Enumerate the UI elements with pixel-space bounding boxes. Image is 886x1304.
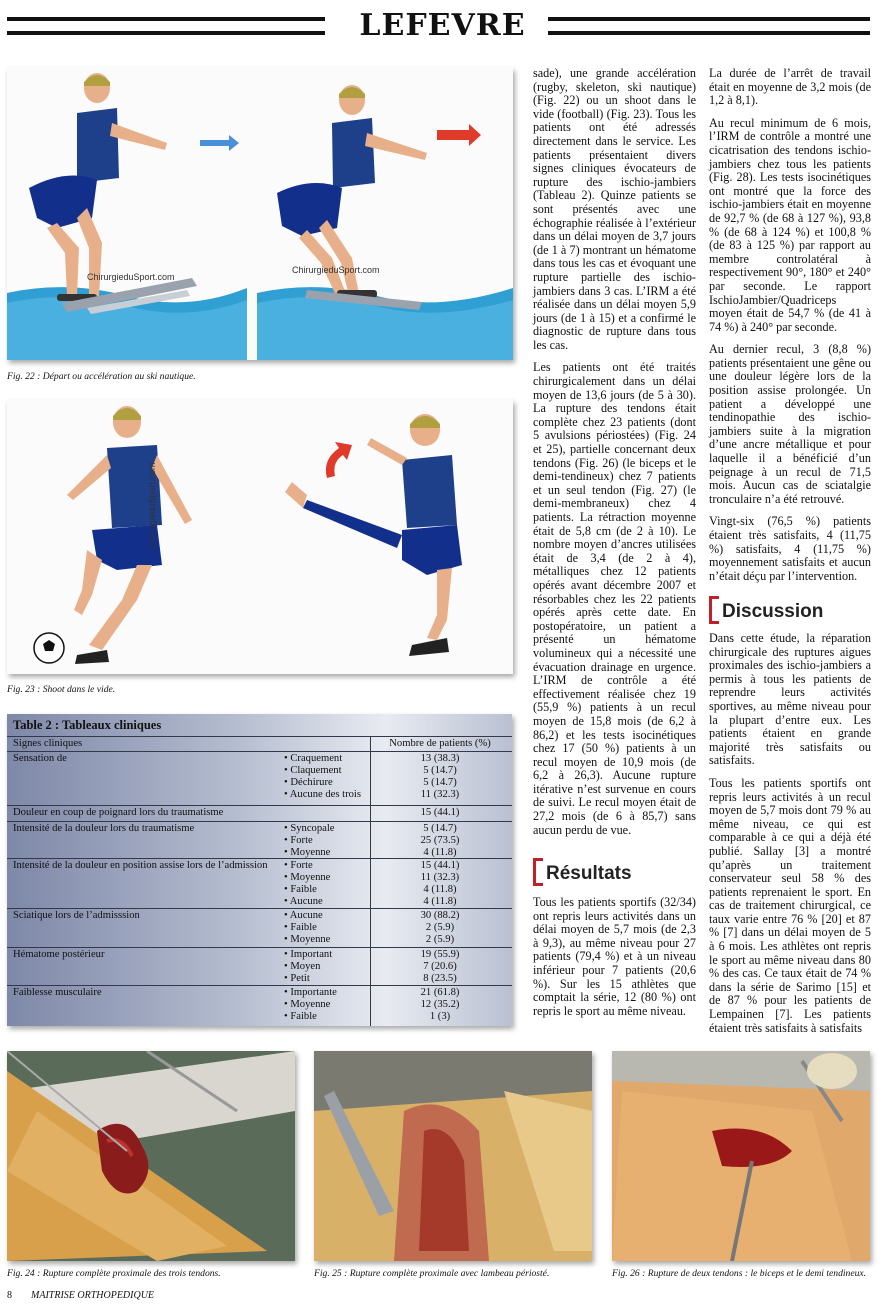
row-label: Intensité de la douleur en position assise lors de l’admission bbox=[13, 860, 268, 871]
paragraph: La durée de l’arrêt de travail était en moyenne de 3,2 mois (de 1,2 à 8,1). bbox=[709, 66, 871, 108]
figure-22 bbox=[7, 68, 513, 360]
table-row bbox=[7, 751, 512, 801]
row-subs: • Craquement • Claquement • Déchirure • Aucune des trois bbox=[284, 753, 361, 800]
row-label: Hématome postérieur bbox=[13, 949, 105, 960]
row-label: Sciatique lors de l’admisssion bbox=[13, 910, 140, 921]
text-column-right-discussion bbox=[709, 632, 871, 1044]
paragraph: Tous les patients sportifs (32/34) ont repris leurs activités dans un délai moyen de 5,7 mois (de 2,3 à 9,3), au même niveau pour 27 patients (79,4 %) et à un niveau inférieur pour 7 patients (20,6 %). Sur les 15 athlètes que comptait la série, 12 (80 %) ont repris le sport au même niveau. bbox=[533, 895, 696, 1018]
header-rule-right-thin bbox=[548, 31, 870, 35]
row-values: 15 (44.1) 11 (32.3) 4 (11.8) 4 (11.8) bbox=[420, 860, 460, 907]
svg-text:ChirurgieduSport.com: ChirurgieduSport.com bbox=[147, 462, 157, 550]
row-values: 21 (61.8) 12 (35.2) 1 (3) bbox=[420, 987, 460, 1022]
caption-fig23: Fig. 23 : Shoot dans le vide. bbox=[7, 684, 116, 695]
table-2 bbox=[7, 714, 512, 1026]
svg-text:ChirurgieduSport.com: ChirurgieduSport.com bbox=[292, 265, 380, 275]
paragraph: Au dernier recul, 3 (8,8 %) patients présentaient une gêne ou une douleur légère lors de la position assise prolongée. Un patient a développé une tendinopathie des ischio-jambiers suite à la migration d’une ancre métallique et pour laquelle il a bénéficié d’un peignage à un recul de 71,5 mois. Aucun cas de sciatalgie tronculaire n’a été retrouvé. bbox=[709, 342, 871, 506]
table-col2: Nombre de patients (%) bbox=[389, 738, 491, 749]
table-row bbox=[7, 805, 512, 821]
header-rule-left bbox=[7, 17, 325, 21]
heading-resultats: Résultats bbox=[533, 860, 632, 888]
heading-discussion: Discussion bbox=[709, 598, 823, 626]
row-values: 19 (55.9) 7 (20.6) 8 (23.5) bbox=[420, 949, 460, 984]
water-ski-illustration bbox=[7, 68, 513, 360]
row-label: Intensité de la douleur lors du traumatisme bbox=[13, 823, 195, 834]
table-row bbox=[7, 985, 512, 1026]
paragraph: Tous les patients sportifs ont repris leurs activités à un recul moyen de 5,7 mois dont 79 % au même niveau, ce qui est comparable à ce qui a déjà été publié. Sallay [3] a montré qu’après un traitement conservateur seul 58 % des patients reprenaient le sport. En cas de traitement chirurgical, ce taux varie entre 76 % [20] et 87 % [7] dans un délai moyen de 5 à 6 mois. Les athlètes ont repris le sport au même niveau dans 80 % des cas. Ce taux était de 74 % dans la série de Sarimo [15] et de 87 % pour les patients de Lempainen [7]. Les patients étaient très satisfaits à satisfaits bbox=[709, 775, 871, 1035]
text-column-right bbox=[709, 67, 871, 592]
text-column-middle-results bbox=[533, 896, 696, 1027]
row-values: 15 (44.1) bbox=[420, 807, 460, 818]
table-header-row bbox=[7, 736, 512, 751]
header-rule-right bbox=[548, 17, 870, 21]
table-col1: Signes cliniques bbox=[13, 738, 83, 749]
row-label: Faiblesse musculaire bbox=[13, 987, 102, 998]
paragraph: sade), une grande accélération (rugby, skeleton, ski nautique) (Fig. 22) ou un shoot dans le vide (football) (Fig. 23). Tous les patients ont été adressés directement dans le service. Les patients présentaient divers signes cliniques évocateurs de rupture des ischio-jambiers (Tableau 2). Quinze patients se sont présentés avec une échographie réalisée à l’extérieur dans un délai moyen de 3,7 jours (de 1 à 7) montrant un hématome dans tous les cas et évoquant une rupture partielle des ischio-jambiers dans 3 cas. L’IRM a été réalisée dans un délai moyen 5,9 jours (de 1 à 15) et a confirmé le diagnostic de rupture dans tous les cas. bbox=[533, 66, 696, 352]
row-subs: • Aucune • Faible • Moyenne bbox=[284, 910, 331, 945]
paragraph: Les patients ont été traités chirurgicalement dans un délai moyen de 13,6 jours (de 5 à 30). La rupture des tendons était complète chez 23 patients (dont 5 avulsions périostées) (Fig. 24 et 25), partielle concernant deux tendons (Fig. 26) (le biceps et le demi-tendineux) chez 7 patients et un seul tendon (Fig. 27) (le demi-membraneux) chez 4 patients. La rétraction moyenne était de 5,8 cm (de 2 à 10). Le nombre moyen d’ancres utilisées était de 3,4 (de 2 à 4), métalliques chez 12 patients opérés avant décembre 2007 et résorbables chez les 22 patients opérés après cette date. En postopératoire, un patient a présenté un hématome volumineux qui a nécessité une évacuation drainage en urgence. L’IRM de contrôle a été effectivement réalisée chez 19 (55,9 %) patients à un recul moyen de 15,8 mois (de 6,2 à 86,2) et les tests isocinétiques chez 17 (50 %) patients à un recul moyen de 10,9 mois (de 6,2 à 26,3). Aucune rupture itérative n’est survenue en cours de suivi. Le recul moyen était de 27,2 mois (de 6 à 85,7) sans aucun perdu de vue. bbox=[533, 360, 696, 837]
football-illustration bbox=[7, 400, 513, 674]
row-subs: • Importante • Moyenne • Faible bbox=[284, 987, 337, 1022]
row-label: Douleur en coup de poignard lors du traumatisme bbox=[13, 807, 224, 818]
figure-24-photo bbox=[7, 1051, 295, 1261]
header-brand: LEFEVRE bbox=[359, 8, 526, 43]
table-row bbox=[7, 908, 512, 946]
figure-25-photo bbox=[314, 1051, 592, 1261]
page-number: 8 bbox=[7, 1290, 12, 1301]
caption-fig22: Fig. 22 : Départ ou accélération au ski nautique. bbox=[7, 371, 196, 382]
row-subs: • Important • Moyen • Petit bbox=[284, 949, 333, 984]
journal-name: MAITRISE ORTHOPEDIQUE bbox=[31, 1290, 155, 1301]
row-label: Sensation de bbox=[13, 753, 67, 764]
table-row bbox=[7, 858, 512, 908]
paragraph: Dans cette étude, la réparation chirurgicale des ruptures aigues proximales des ischio-jambiers a permis à tous les patients de reprendre leurs activités sportives, au même niveau pour la plupart d’entre eux. Les patients étaient en grande majorité très satisfaits ou satisfaits. bbox=[709, 631, 871, 768]
table-title: Table 2 : Tableaux cliniques bbox=[13, 718, 162, 732]
paragraph: Vingt-six (76,5 %) patients étaient très satisfaits, 4 (11,75 %) satisfaits, 4 (11,75 %) moyennement satisfaits et aucun n’était déçu par l’intervention. bbox=[709, 514, 871, 583]
watermark-left: ChirurgieduSport.com bbox=[87, 272, 175, 282]
row-values: 30 (88.2) 2 (5.9) 2 (5.9) bbox=[420, 910, 460, 945]
table-row bbox=[7, 821, 512, 859]
row-values: 5 (14.7) 25 (73.5) 4 (11.8) bbox=[420, 823, 460, 858]
text-column-middle bbox=[533, 67, 696, 846]
footer bbox=[7, 1290, 154, 1301]
paragraph: Au recul minimum de 6 mois, l’IRM de contrôle a montré une cicatrisation des tendons ischio-jambiers chez tous les patients (Fig. 28). Les tests isocinétiques ont montré que la force des ischio-jambiers était en moyenne de 92,7 % (de 68 à 127 %), 93,8 % (de 68 à 124 %) et 100,8 % (de 83 à 125 %) par rapport au membre controlatéral à respectivement 90°, 180° et 240° par seconde. Le rapport IschioJambier/Quadriceps moyen était de 54,7 % (de 41 à 74 %) à 240° par seconde. bbox=[709, 115, 871, 334]
caption-fig25: Fig. 25 : Rupture complète proximale avec lambeau périosté. bbox=[314, 1268, 550, 1279]
figure-23 bbox=[7, 400, 513, 674]
table-row bbox=[7, 947, 512, 985]
caption-fig24: Fig. 24 : Rupture complète proximale des trois tendons. bbox=[7, 1268, 221, 1279]
row-subs: • Syncopale • Forte • Moyenne bbox=[284, 823, 335, 858]
row-values: 13 (38.3) 5 (14.7) 5 (14.7) 11 (32.3) bbox=[420, 753, 460, 800]
caption-fig26: Fig. 26 : Rupture de deux tendons : le biceps et le demi tendineux. bbox=[612, 1268, 867, 1279]
header-rule-left-thin bbox=[7, 31, 325, 35]
row-subs: • Forte • Moyenne • Faible • Aucune bbox=[284, 860, 331, 907]
figure-26-photo bbox=[612, 1051, 870, 1261]
